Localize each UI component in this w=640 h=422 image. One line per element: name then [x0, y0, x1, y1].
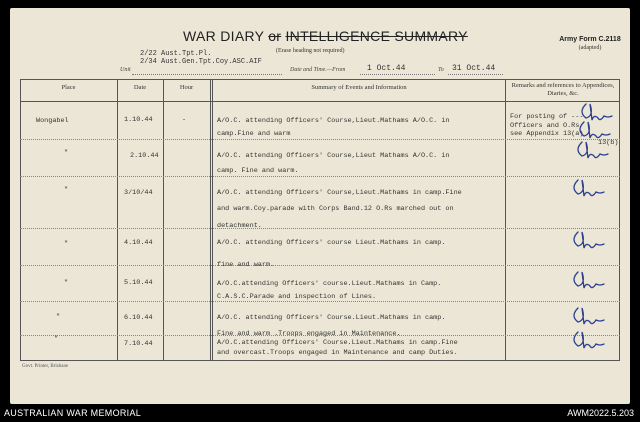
row-3-date: 3/10/44 [124, 189, 153, 197]
row-1-date: 1.10.44 [124, 116, 153, 124]
remarks-line-3: see Appendix 13(a) [510, 130, 584, 138]
row-7-date: 7.10.44 [124, 340, 153, 348]
row-5-date: 5.10.44 [124, 279, 153, 287]
remarks-line-4: 13(b) [598, 138, 619, 147]
row-1-place: Wongabel [36, 117, 69, 125]
row-1-summary-2: camp.Fine and warm [217, 130, 291, 138]
signature-mark [574, 180, 604, 196]
row-4-summary-1: A/O.C. attending Officers' course Lieut.Mathams in camp. [217, 239, 446, 247]
printer-imprint: Govt. Printer, Brisbane [22, 364, 69, 369]
row-7-summary-1: A/O.C.attending Officers' Course.Lieut.Mathams in camp.Fine [217, 339, 458, 347]
unit-line-2: 2/34 Aust.Gen.Tpt.Coy.ASC.AIF [140, 58, 262, 66]
footer-reference: AWM2022.5.203 [567, 408, 634, 418]
row-5-summary-1: A/O.C.attending Officers' course.Lieut.Mathams in Camp. [217, 280, 442, 288]
row-4-date: 4.10.44 [124, 239, 153, 247]
signature-mark [574, 308, 604, 324]
signature-mark [574, 232, 604, 248]
signature-mark [580, 122, 610, 138]
col-header-date: Date [133, 84, 147, 91]
unit-label: Unit [120, 67, 131, 73]
row-2-place: " [64, 149, 69, 157]
signature-mark [574, 272, 604, 288]
row-2-summary-2: camp. Fine and warm. [217, 167, 299, 175]
to-date: 31 Oct.44 [452, 64, 496, 73]
col-header-summary: Summary of Events and Information [311, 84, 407, 91]
from-date: 1 Oct.44 [367, 64, 406, 73]
row-6-summary-2: Fine and warm .Troops engaged in Maintenance. [217, 330, 401, 338]
form-number: Army Form C.2118 [559, 36, 621, 43]
col-header-place: Place [61, 84, 76, 91]
row-4-place: " [64, 240, 69, 248]
row-3-place: " [64, 186, 69, 194]
row-3-summary-3: detachment. [217, 222, 262, 230]
date-time-label: Date and Time.—From [290, 67, 346, 73]
row-5-summary-2: C.A.S.C.Parade and inspection of Lines. [217, 293, 377, 301]
signature-mark [574, 332, 604, 348]
row-6-date: 6.10.44 [124, 314, 153, 322]
row-6-place: " [56, 313, 61, 321]
footer-institution: AUSTRALIAN WAR MEMORIAL [4, 408, 142, 418]
remarks-line-1: For posting of --- [510, 113, 584, 121]
signature-column [572, 96, 622, 366]
row-1-summary-1: A/O.C. attending Officers' Course,Lieut.Mathams A/O.C. in [217, 117, 450, 125]
row-4-summary-2: fine and warm. [217, 261, 275, 269]
form-adapted: (adapted) [578, 45, 602, 51]
remarks-line-2: Officers and O.Rs [510, 121, 580, 130]
page-title: WAR DIARY or INTELLIGENCE SUMMARY [183, 28, 468, 44]
col-header-remarks: Remarks and references to Appendices, Diaries, &c. [511, 82, 615, 97]
signature-mark [582, 104, 612, 120]
row-7-summary-2: and overcast.Troops engaged in Maintenance and camp Duties. [217, 349, 458, 357]
row-2-date: 2.10.44 [130, 152, 159, 160]
row-2-summary-1: A/O.C. attending Officers' Course,Lieut Mathams A/O.C. in [217, 152, 450, 160]
erase-note: (Erase heading not required) [276, 48, 345, 54]
to-label: To [438, 67, 444, 73]
row-1-hour: - [182, 116, 187, 124]
row-7-place: " [54, 335, 59, 343]
row-5-place: " [64, 279, 69, 287]
unit-line-1: 2/22 Aust.Tpt.Pl. [140, 50, 212, 58]
row-3-summary-2: and warm.Coy.parade with Corps Band.12 O.Rs marched out on [217, 205, 454, 213]
signature-mark [578, 142, 608, 158]
col-header-hour: Hour [179, 84, 194, 91]
row-6-summary-1: A/O.C. attending Officers' Course.Lieut.Mathams in camp. [217, 314, 446, 322]
row-3-summary-1: A/O.C. attending Officers' Course,Lieut.Mathams in camp.Fine [217, 189, 462, 197]
